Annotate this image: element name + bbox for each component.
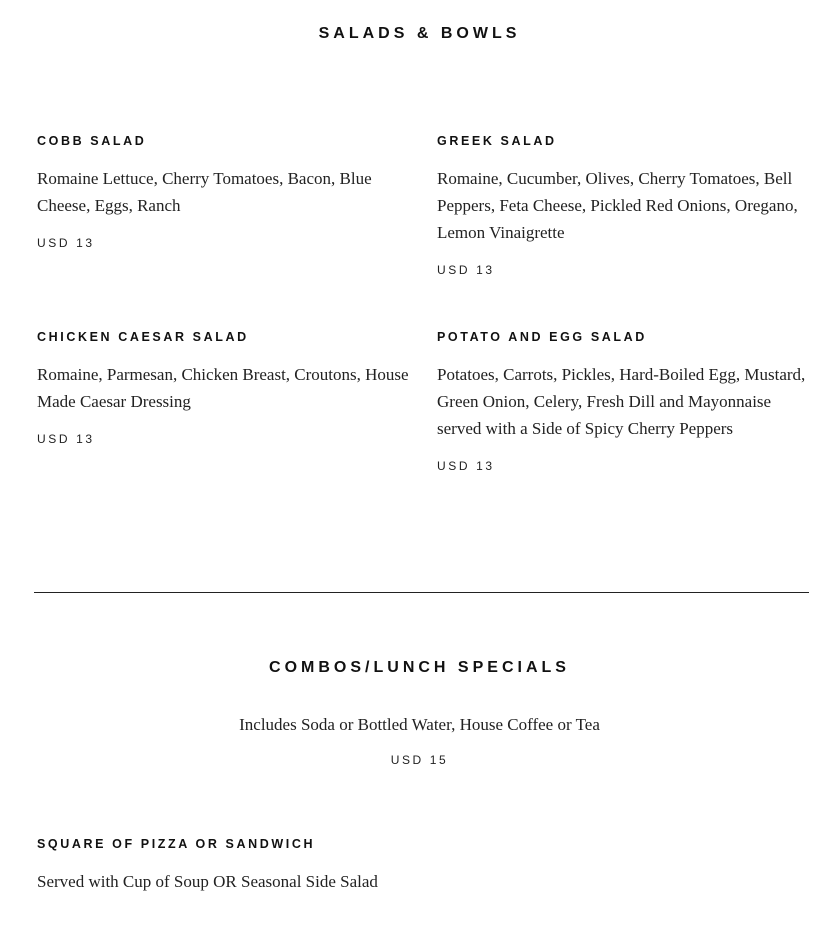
item-description: Romaine, Parmesan, Chicken Breast, Croutons, House Made Caesar Dressing: [37, 365, 409, 411]
menu-item-potato-and-egg-salad: [437, 329, 809, 474]
combos-price: USD 15: [390, 753, 449, 767]
salads-section-title: SALADS & BOWLS: [318, 25, 521, 42]
combos-section-title: COMBOS/LUNCH SPECIALS: [269, 659, 570, 676]
item-description: Potatoes, Carrots, Pickles, Hard-Boiled Egg, Mustard, Green Onion, Celery, Fresh Dill and Mayonnaise served with a Side of Spicy Cherry Peppers: [437, 365, 806, 438]
item-name: SQUARE OF PIZZA OR SANDWICH: [37, 837, 316, 851]
item-price: USD 13: [437, 459, 495, 473]
menu-item-greek-salad: [437, 133, 809, 278]
menu-item-cobb-salad: [37, 133, 409, 251]
combos-includes-note: Includes Soda or Bottled Water, House Coffee or Tea: [239, 715, 600, 734]
item-price: USD 13: [437, 263, 495, 277]
item-description: Romaine, Cucumber, Olives, Cherry Tomatoes, Bell Peppers, Feta Cheese, Pickled Red Onions, Oregano, Lemon Vinaigrette: [437, 169, 798, 242]
section-divider: [34, 592, 809, 593]
menu-item-square-of-pizza-or-sandwich: [37, 836, 817, 895]
menu-item-chicken-caesar-salad: [37, 329, 409, 447]
item-price: USD 13: [37, 432, 95, 446]
item-name: CHICKEN CAESAR SALAD: [37, 330, 249, 344]
item-description: Served with Cup of Soup OR Seasonal Side Salad: [37, 872, 378, 891]
item-name: POTATO AND EGG SALAD: [437, 330, 647, 344]
item-name: COBB SALAD: [37, 134, 147, 148]
item-description: Romaine Lettuce, Cherry Tomatoes, Bacon, Blue Cheese, Eggs, Ranch: [37, 169, 372, 215]
item-price: USD 13: [37, 236, 95, 250]
item-name: GREEK SALAD: [437, 134, 557, 148]
